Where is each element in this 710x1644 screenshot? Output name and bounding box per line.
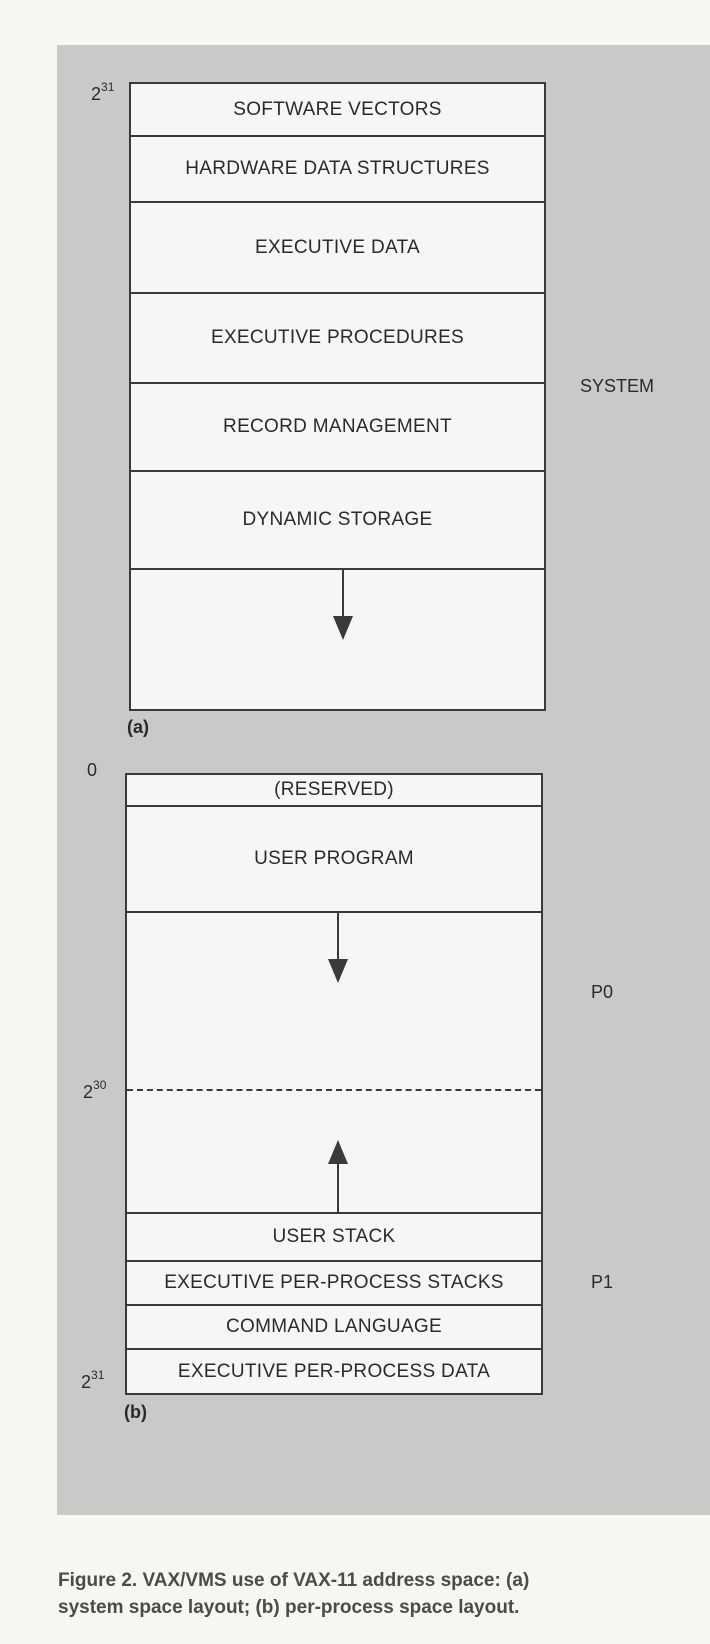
row-user-stack	[127, 1212, 541, 1262]
caption-line-2: system space layout; (b) per-process space layout.	[58, 1597, 520, 1618]
row-software-vectors	[131, 84, 544, 137]
down-arrow-icon	[331, 570, 355, 642]
row-hardware-data-structures	[131, 137, 544, 203]
label-2-30	[83, 1080, 106, 1103]
label-base: 2	[91, 84, 102, 104]
up-arrow-icon	[326, 1140, 350, 1212]
p0-p1-boundary-line	[127, 1089, 541, 1091]
row-executive-per-process-stacks	[127, 1262, 541, 1306]
label-0: 0	[87, 760, 98, 780]
row-executive-procedures	[131, 294, 544, 384]
row-label: EXECUTIVE DATA	[254, 236, 421, 258]
row-command-language	[127, 1306, 541, 1350]
label-system: SYSTEM	[580, 376, 655, 396]
label-p0: P0	[591, 982, 614, 1002]
caption-line-1: Figure 2. VAX/VMS use of VAX-11 address space: (a)	[58, 1570, 530, 1591]
figure-caption	[58, 1567, 698, 1621]
row-label: RECORD MANAGEMENT	[223, 416, 452, 437]
row-executive-data	[131, 203, 544, 294]
row-label: USER PROGRAM	[254, 848, 414, 869]
label-2-31-bottom	[81, 1370, 104, 1393]
row-label: EXECUTIVE PER-PROCESS STACKS	[164, 1272, 504, 1293]
label-exponent: 31	[101, 80, 115, 94]
row-label: DYNAMIC STORAGE	[242, 509, 433, 530]
row-label: EXECUTIVE PER-PROCESS DATA	[177, 1360, 491, 1382]
label-base: 2	[81, 1372, 92, 1392]
sublabel-b: (b)	[124, 1402, 147, 1422]
row-label: HARDWARE DATA STRUCTURES	[185, 158, 490, 179]
label-exponent: 30	[93, 1078, 107, 1092]
row-record-management	[131, 384, 544, 472]
label-exponent: 31	[91, 1368, 105, 1382]
row-dynamic-storage	[131, 472, 544, 570]
row-label: EXECUTIVE PROCEDURES	[210, 327, 465, 348]
sublabel-a: (a)	[127, 717, 149, 737]
per-process-space-box	[125, 773, 543, 1395]
row-label: USER STACK	[272, 1226, 396, 1247]
row-reserved	[127, 775, 541, 807]
row-label: SOFTWARE VECTORS	[233, 98, 442, 120]
row-user-program	[127, 807, 541, 913]
down-arrow-icon	[326, 913, 350, 985]
row-label: (RESERVED)	[274, 779, 394, 800]
label-p1: P1	[591, 1272, 614, 1292]
row-label: COMMAND LANGUAGE	[226, 1316, 442, 1337]
system-space-box	[129, 82, 546, 711]
row-executive-per-process-data	[127, 1350, 541, 1393]
label-base: 2	[83, 1082, 94, 1102]
label-2-31-top	[91, 82, 114, 105]
